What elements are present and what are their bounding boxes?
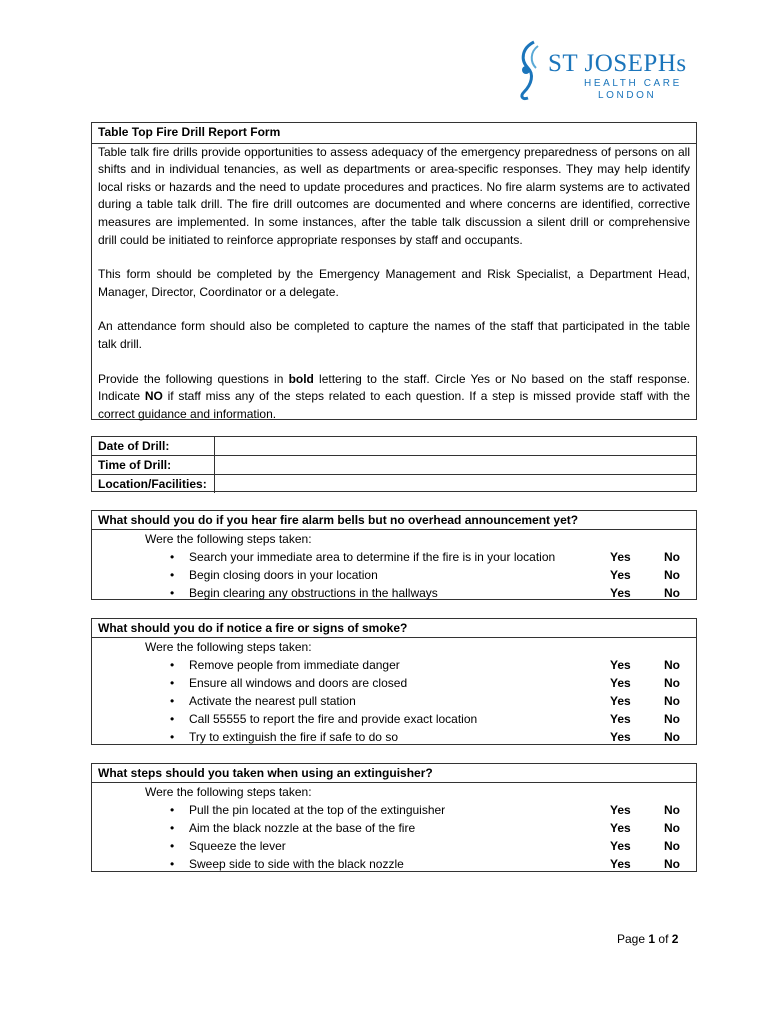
logo-subtitle-2: LONDON — [598, 90, 657, 101]
no-option[interactable]: No — [664, 803, 680, 817]
yes-option[interactable]: Yes — [610, 658, 631, 672]
question-title: What should you do if notice a fire or signs of smoke? — [92, 619, 696, 638]
step-row: • Remove people from immediate danger Yes No — [170, 658, 680, 672]
no-option[interactable]: No — [664, 586, 680, 600]
no-option[interactable]: No — [664, 839, 680, 853]
intro-paragraph-2: This form should be completed by the Emergency Management and Risk Specialist, a Department Head, Manager, Director, Coordinator or a delegate. — [98, 267, 690, 299]
yes-option[interactable]: Yes — [610, 550, 631, 564]
steps-intro: Were the following steps taken: — [145, 640, 312, 654]
question-2 — [91, 618, 697, 745]
step-row: • Call 55555 to report the fire and provide exact location Yes No — [170, 712, 680, 726]
date-field[interactable] — [214, 437, 696, 456]
step-row: • Squeeze the lever Yes No — [170, 839, 680, 853]
date-label: Date of Drill: — [92, 437, 214, 456]
step-row: • Ensure all windows and doors are closed Yes No — [170, 676, 680, 690]
yes-option[interactable]: Yes — [610, 676, 631, 690]
time-label: Time of Drill: — [92, 456, 214, 475]
yes-option[interactable]: Yes — [610, 586, 631, 600]
yes-option[interactable]: Yes — [610, 803, 631, 817]
step-row: • Sweep side to side with the black nozzle Yes No — [170, 857, 680, 871]
yes-option[interactable]: Yes — [610, 712, 631, 726]
step-row: • Try to extinguish the fire if safe to do so Yes No — [170, 730, 680, 744]
yes-option[interactable]: Yes — [610, 821, 631, 835]
intro-body — [92, 144, 696, 424]
time-field[interactable] — [214, 456, 696, 475]
intro-box — [91, 122, 697, 420]
logo — [512, 40, 687, 102]
form-title: Table Top Fire Drill Report Form — [92, 123, 696, 144]
no-option[interactable]: No — [664, 676, 680, 690]
intro-paragraph-1: Table talk fire drills provide opportunities to assess adequacy of the emergency preparedness of persons on all shifts and in individual tenancies, as well as departments or area-specific responses. They may help identify local risks or hazards and the need to update procedures and practices. No fire alarm systems are to activated during a table talk drill. The fire drill outcomes are documented and where concerns are identified, corrective measures are implemented. In some instances, after the table talk discussion a silent drill or comprehensive drill could be initiated to reinforce appropriate responses by staff and occupants. — [98, 144, 690, 247]
no-option[interactable]: No — [664, 658, 680, 672]
yes-option[interactable]: Yes — [610, 730, 631, 744]
no-option[interactable]: No — [664, 568, 680, 582]
yes-option[interactable]: Yes — [610, 694, 631, 708]
logo-subtitle-1: HEALTH CARE — [584, 78, 682, 89]
page-number: Page 1 of 2 — [617, 932, 679, 946]
step-row: • Begin clearing any obstructions in the hallways Yes No — [170, 586, 680, 600]
step-row: • Begin closing doors in your location Yes No — [170, 568, 680, 582]
question-1 — [91, 510, 697, 600]
location-label: Location/Facilities: — [98, 477, 207, 491]
no-option[interactable]: No — [664, 712, 680, 726]
question-3 — [91, 763, 697, 872]
intro-paragraph-4: Provide the following questions in bold lettering to the staff. Circle Yes or No based on the staff response. Indicate NO if staff miss any of the steps related to each question. If a step is missed provide staff with the correct guidance and information. — [98, 371, 691, 421]
yes-option[interactable]: Yes — [610, 839, 631, 853]
no-option[interactable]: No — [664, 694, 680, 708]
step-row: • Pull the pin located at the top of the extinguisher Yes No — [170, 803, 680, 817]
steps-intro: Were the following steps taken: — [145, 785, 312, 799]
steps-intro: Were the following steps taken: — [145, 532, 312, 546]
step-row: • Activate the nearest pull station Yes No — [170, 694, 680, 708]
drill-info-table — [91, 436, 697, 492]
intro-paragraph-3: An attendance form should also be completed to capture the names of the staff that participated in the table talk drill. — [98, 319, 690, 351]
no-option[interactable]: No — [664, 857, 680, 871]
no-option[interactable]: No — [664, 821, 680, 835]
yes-option[interactable]: Yes — [610, 568, 631, 582]
step-row: • Aim the black nozzle at the base of the fire Yes No — [170, 821, 680, 835]
logo-main-text: ST JOSEPHs — [548, 50, 687, 77]
no-option[interactable]: No — [664, 730, 680, 744]
question-title: What steps should you taken when using an extinguisher? — [92, 764, 696, 783]
question-title: What should you do if you hear fire alarm bells but no overhead announcement yet? — [92, 511, 696, 530]
step-row: • Search your immediate area to determine if the fire is in your location Yes No — [170, 550, 680, 564]
logo-emblem-icon — [512, 40, 552, 102]
no-option[interactable]: No — [664, 550, 680, 564]
location-field[interactable] — [214, 475, 696, 493]
yes-option[interactable]: Yes — [610, 857, 631, 871]
